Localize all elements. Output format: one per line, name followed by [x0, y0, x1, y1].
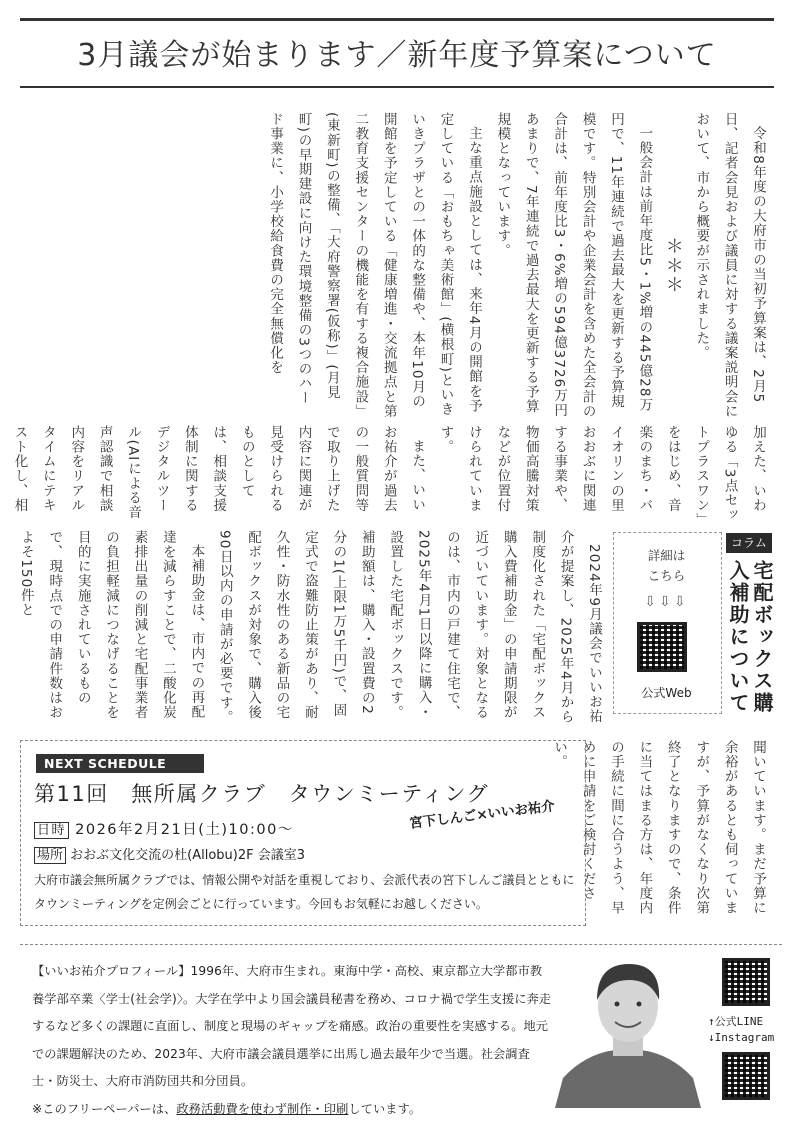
- instagram-label: ↓Instagram: [708, 1031, 775, 1044]
- column-body: [17, 530, 608, 726]
- note-prefix: ※このフリーペーパーは、: [32, 1101, 177, 1116]
- qr-code-web[interactable]: [637, 622, 687, 672]
- budget-article-middle: [11, 425, 772, 525]
- profile-bio: 【いいお祐介プロフィール】1996年、大府市生まれ。東海中学・高校、東京都立大学都市教養学部卒業〈学士(社会学)〉。大学在学中より国会議員秘書を務め、コロナ禍で学生支援に奔走するなど多くの課題に直面し、制度と現場のギャップを痛感。政治の重要性を実感する。地元での課題解決のため、2023年、大府市議会議員選挙に出馬し過去最年少で当選。社会調査士・防災士、大府市消防団共和分団員。: [32, 964, 552, 1089]
- web-label: 公式Web: [641, 686, 692, 700]
- profile-text: [32, 958, 552, 1124]
- title-rule-top: [20, 18, 774, 21]
- schedule-date: [34, 818, 294, 839]
- page-title: 3月議会が始まります／新年度予算案について: [77, 38, 717, 73]
- budget-paragraph-1: 一般会計は前年度比5・1%増の445億28万円で、11年連続で過去最大を更新する予算規模です。特別会計や企業会計を含めた全会計の合計は、前年度比3・6%増の594億3726万円あまりで、7年連続で過去最大を更新する予算規模となっています。: [494, 112, 653, 419]
- date-label: 日時: [34, 822, 69, 839]
- column-title: 宅配ボックス購入補助について: [726, 560, 774, 714]
- note-underlined: 政務活動費を使わず制作・印刷: [176, 1101, 349, 1116]
- schedule-place: [34, 844, 305, 864]
- schedule-title: 第11回 無所属クラブ タウンミーティング: [34, 782, 490, 806]
- budget-article-top: [261, 112, 772, 420]
- budget-paragraph-3: 加えた、いわゆる「3点セットプラスワン」をはじめ、音楽のまち・バイオリンの里おおぶに関連する事業や、物価高騰対策などが位置付けられています。: [437, 425, 766, 523]
- place-label: 場所: [34, 847, 66, 864]
- title-rule-bottom: [20, 86, 774, 88]
- detail-line-1: 詳細は: [647, 548, 686, 563]
- schedule-description: 大府市議会無所属クラブでは、情報公開や対話を重視しており、会派代表の宮下しんご議員とともにタウンミーティングを定例会ごとに行っています。今回もお気軽にお越しください。: [34, 873, 575, 911]
- place-value: おおぶ文化交流の杜(Allobu)2F 会議室3: [70, 848, 306, 863]
- qr-code-instagram[interactable]: [722, 1052, 770, 1100]
- sns-labels: [708, 1014, 788, 1046]
- column-label: コラム: [726, 533, 772, 553]
- column-paragraph-3: 聞いています。まだ予算に余裕があるとも伺っていますが、予算がなくなり次第終了となりますので、条件に当てはまる方は、年度内の手続に間に合うよう、早めに申請をご検討ください。: [551, 740, 766, 916]
- detail-text: [613, 546, 720, 586]
- qr-code-line[interactable]: [722, 958, 770, 1006]
- column-paragraph-1: 2024年9月議会でいいお祐介が提案し、2025年4月から制度化された「宅配ボックス購入費補助金」の申請期限が近づいています。対象となるのは、市内の戸建て住宅で、2025年4月1日以降に購入・設置した宅配ボックスです。補助額は、購入・設置費の2分の1(上限1万5千円)で、固定式で盗難防止策があり、耐久性・防水性のある新品の宅配ボックスが対象で、購入後90日以内の申請が必要です。: [216, 530, 602, 725]
- detail-line-2: こちら: [647, 568, 686, 583]
- portrait-illustration: [545, 950, 710, 1108]
- down-arrows-icon: ⇩⇩⇩: [644, 594, 689, 610]
- budget-paragraph-4: また、いいお祐介が過去の一般質問等で取り上げた内容に関連が見受けられるものとしては、相談支援体制に関するデジタルツール(AIによる音声認識で相談内容をリアルタイムにテキスト化し、相: [11, 425, 426, 520]
- line-label: ↑公式LINE: [708, 1015, 764, 1028]
- note-suffix: しています。: [348, 1101, 422, 1116]
- next-schedule-tag: NEXT SCHEDULE: [36, 754, 204, 773]
- date-value: 2026年2月21日(土)10:00～: [75, 822, 294, 838]
- budget-intro: 令和8年度の大府市の当初予算案は、2月5日、記者会見および議員に対する議案説明会において、市から概要が示されました。: [693, 112, 766, 419]
- profile-photo: [545, 950, 710, 1108]
- stars-divider: ＊＊＊: [662, 237, 684, 295]
- hosts-label: 宮下しんご×いいお祐介: [408, 798, 556, 832]
- column-paragraph-2: 本補助金は、市内での再配達を減らすことで、二酸化炭素排出量の削減と宅配事業者の負担軽減につなげることを目的に実施されているもので、現時点での申請件数はおよそ150件と: [17, 530, 205, 720]
- budget-paragraph-2: 主な重点施設としては、来年4月の開館を予定している「おもちゃ美術館」(横根町)といきいきプラザとの一体的な整備や、本年10月の開館を予定している「健康増進・交流拠点と第二教育支援センターの機能を有する複合施設」(東新町)の整備、「大府警察署(仮称)」(月見町)の早期建設に向けた環境整備の3つのハード事業に、小学校給食費の完全無償化を: [267, 112, 482, 419]
- column-body-continued: [551, 740, 772, 926]
